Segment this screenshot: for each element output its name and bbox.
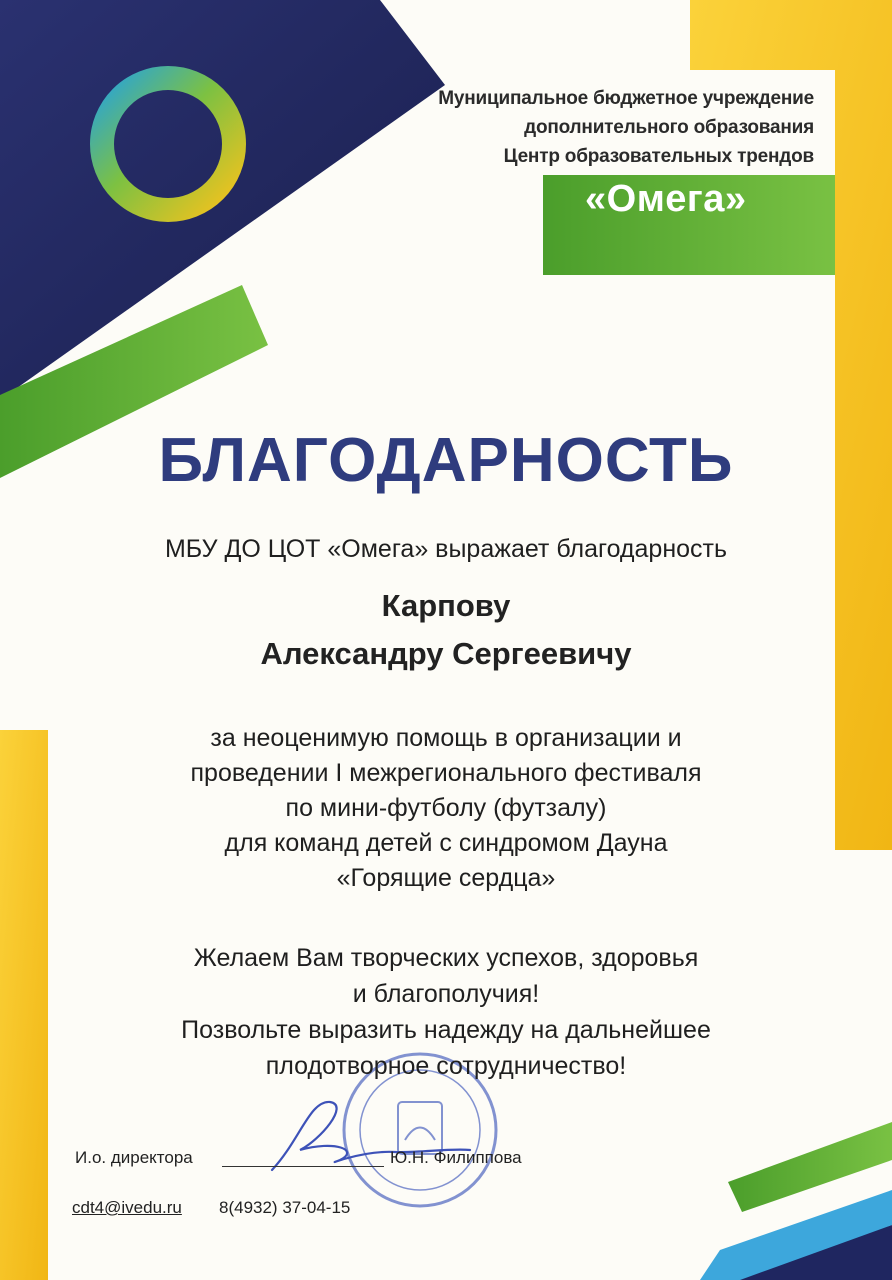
wish-line-1: Желаем Вам творческих успехов, здоровья xyxy=(193,944,699,972)
wish-line-2: и благополучия! xyxy=(352,980,540,1008)
reason-line-3: по мини-футболу (футзалу) xyxy=(285,794,607,822)
wish-line-3: Позвольте выразить надежду на дальнейшее xyxy=(181,1016,711,1044)
signatory-name: Ю.Н. Филиппова xyxy=(390,1148,522,1167)
recipient-surname: Карпову xyxy=(381,588,511,623)
certificate-title: БЛАГОДАРНОСТЬ xyxy=(158,426,734,495)
reason-line-2: проведении I межрегионального фестиваля xyxy=(190,759,702,787)
reason-line-1: за неоценимую помощь в организации и xyxy=(210,724,682,752)
green-band-bottom xyxy=(728,1122,892,1212)
signatory-position: И.о. директора xyxy=(75,1148,193,1167)
signature-line xyxy=(222,1166,384,1167)
contact-phone: 8(4932) 37-04-15 xyxy=(219,1198,351,1217)
wish-line-4: плодотворное сотрудничество! xyxy=(265,1052,627,1080)
recipient-name: Александру Сергеевичу xyxy=(260,636,632,671)
institution-line-2: дополнительного образования xyxy=(524,117,814,138)
reason-line-4: для команд детей с синдромом Дауна xyxy=(224,829,668,857)
contact-email-link[interactable]: cdt4@ivedu.ru xyxy=(72,1198,182,1217)
institution-line-3: Центр образовательных трендов xyxy=(503,146,814,167)
org-name: «Омега» xyxy=(585,178,747,220)
institution-line-1: Муниципальное бюджетное учреждение xyxy=(438,88,814,109)
intro-text: МБУ ДО ЦОТ «Омега» выражает благодарность xyxy=(164,535,728,563)
reason-line-5: «Горящие сердца» xyxy=(336,864,556,892)
